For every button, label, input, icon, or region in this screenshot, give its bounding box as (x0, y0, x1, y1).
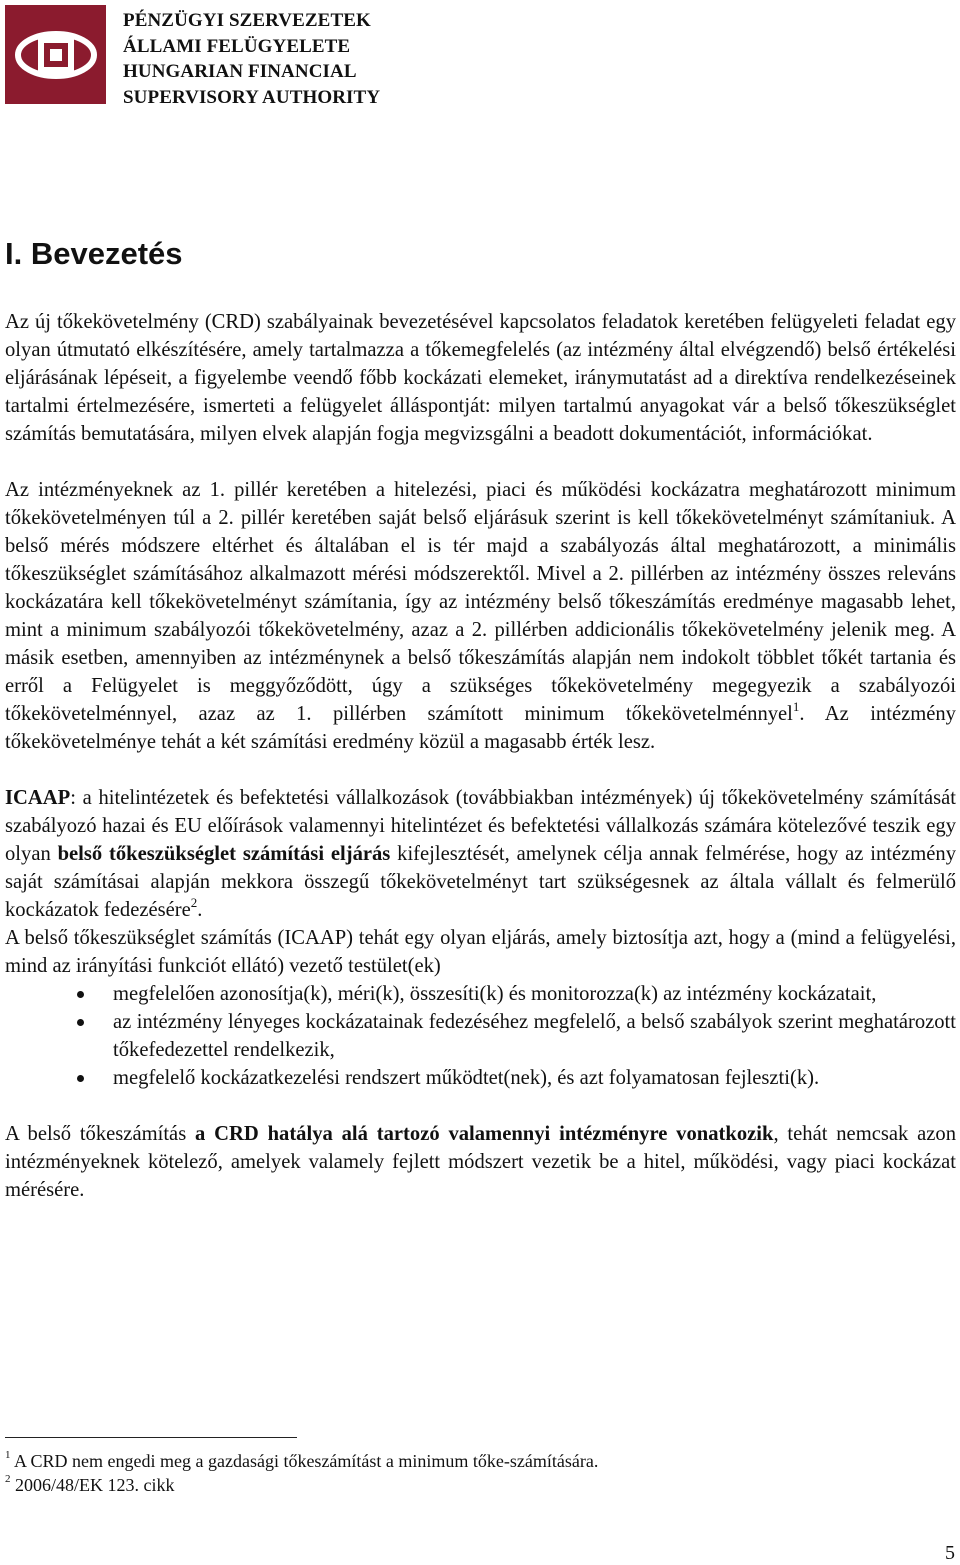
list-item (5, 1064, 956, 1092)
list-item-text: az intézmény lényeges kockázatainak fedezéséhez megfelelő, a belső szabályok szerint meghatározott tőkefedezettel rendelkezik, (113, 1011, 956, 1061)
paragraph-icaap-purpose: A belső tőkeszükséglet számítás (ICAAP) tehát egy olyan eljárás, amely biztosítja azt, hogy a (mind a felügyelési, mind az irányítási funkciót ellátó) vezető testület(ek) (5, 927, 956, 977)
paragraph-text: kifejlesztését, amelynek célja annak felmérése, hogy az intézmény saját számításai alapján mekkora összegű tőkekövetelményt tart szükségesnek az általa vállalt és felmerülő kockázatok fedezésére (5, 843, 957, 921)
org-name-line: HUNGARIAN FINANCIAL (123, 61, 357, 83)
paragraph-text: , tehát nemcsak azon intézményeknek kötelező, amelyek valamely fejlett módszert vezetik be a hitel, működési, vagy piaci kockázat mérésére. (5, 1123, 956, 1201)
paragraph-text: . Az intézmény tőkekövetelménye tehát a két számítási eredmény közül a magasabb érték lesz. (5, 703, 956, 753)
footnote (5, 1449, 945, 1473)
document-body (5, 308, 956, 1204)
paragraph-text: . (197, 899, 203, 921)
footnote-mark: 1 (5, 1449, 11, 1461)
paragraph-scope (5, 1120, 956, 1204)
footnote-divider (5, 1437, 297, 1438)
paragraph-intro: Az új tőkekövetelmény (CRD) szabályainak bevezetésével kapcsolatos feladatok keretében felügyeleti feladat egy olyan útmutató elkészítésére, amely tartalmazza a tőkemegfelelés (az intézmény által elvégzendő) belső értékelési eljárásának lépéseit, a figyelembe veendő főbb kockázati elemeket, iránymutatást ad a direktíva rendelkezéseinek tartalmi értelmezésére, ismerteti a felügyelet álláspontját: milyen tartalmú anyagokat vár a belső tőkeszükséglet számítás bemutatására, milyen elvek alapján fogja megvizsgálni a beadott dokumentációt, információkat. (5, 311, 956, 445)
organization-logo (5, 5, 106, 104)
organization-name (123, 8, 380, 110)
paragraph-pillars (5, 476, 956, 756)
logo-emblem-icon (5, 5, 106, 104)
footnote-text: A CRD nem engedi meg a gazdasági tőkeszámítást a minimum tőke-számítására. (14, 1451, 599, 1471)
list-item-text: megfelelően azonosítja(k), méri(k), összesíti(k) és monitorozza(k) az intézmény kockázatait, (113, 983, 877, 1005)
footnotes (5, 1449, 945, 1497)
term-icaap: ICAAP (5, 787, 71, 809)
footnote-reference[interactable]: 2 (190, 895, 198, 911)
emphasis-text: belső tőkeszükséglet számítási eljárás (57, 843, 391, 865)
bullet-icon (77, 1075, 84, 1082)
footnote-mark: 2 (5, 1473, 11, 1485)
bullet-icon (77, 991, 84, 998)
org-name-line: ÁLLAMI FELÜGYELETE (123, 35, 351, 57)
org-name-line: SUPERVISORY AUTHORITY (123, 86, 381, 108)
bullet-icon (77, 1019, 84, 1026)
list-item-text: megfelelő kockázatkezelési rendszert működtet(nek), és azt folyamatosan fejleszti(k). (113, 1067, 820, 1089)
page-number: 5 (945, 1542, 955, 1564)
footnote (5, 1473, 945, 1497)
paragraph-icaap-definition (5, 784, 956, 924)
footnote-reference[interactable]: 1 (792, 699, 800, 715)
paragraph-text: Az intézményeknek az 1. pillér keretében a hitelezési, piaci és működési kockázatra meghatározott minimum tőkekövetelményen túl a 2. pillér keretében saját belső eljárásuk szerint is kell tőkekövetelményt számítaniuk. A belső mérés módszere eltérhet és általában el is tér majd a szabályozás által meghatározott, a minimális tőkeszükséglet számításához alkalmazott mérési módszerektől. Mivel a 2. pillérben az intézmény összes releváns kockázatára kell tőkekövetelményt számítania, így az intézmény belső tőkeszámítás eredménye magasabb lehet, mint a minimum szabályozói tőkekövetelmény, azaz a 2. pillérben addicionális tőkekövetelmény jelenik meg. A másik esetben, amennyiben az intézménynek a belső tőkeszámítás alapján nem indokolt többlet tőkét tartania és erről a Felügyelet is meggyőződött, úgy a szükséges tőkekövetelmény megegyezik a szabályozói tőkekövetelménnyel, azaz az 1. pillérben számított minimum tőkekövetelménnyel (5, 479, 956, 725)
bullet-list (5, 980, 956, 1092)
list-item (5, 980, 956, 1008)
section-title: I. Bevezetés (5, 236, 183, 271)
org-name-line: PÉNZÜGYI SZERVEZETEK (123, 10, 371, 31)
list-item (5, 1008, 956, 1064)
footnote-text: 2006/48/EK 123. cikk (15, 1475, 175, 1495)
paragraph-text: A belső tőkeszámítás (5, 1123, 196, 1145)
paragraph-text: : a hitelintézetek és befektetési vállalkozások (továbbiakban intézmények) új tőkekövetelmény számítását szabályozó hazai és EU előírások valamennyi hitelintézet és befektetési vállalkozás számára kötelezővé teszik egy olyan (5, 787, 956, 865)
emphasis-text: a CRD hatálya alá tartozó valamennyi intézményre vonatkozik (195, 1123, 774, 1145)
